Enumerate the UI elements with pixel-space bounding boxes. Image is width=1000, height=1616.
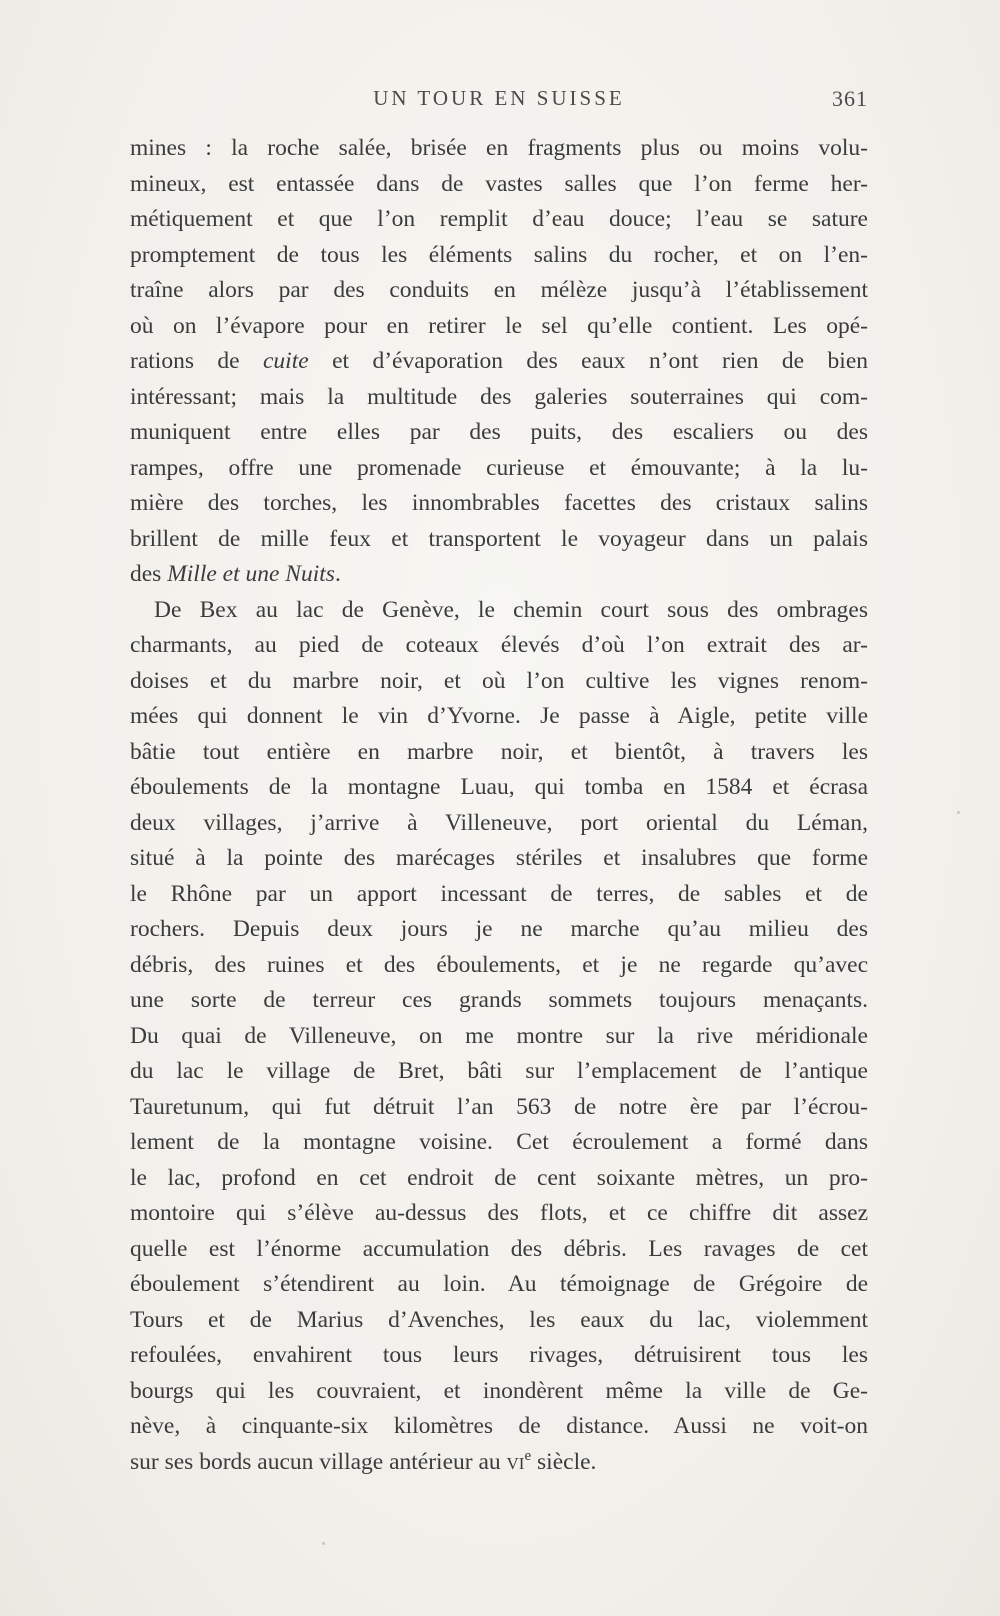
text-line: charmants, au pied de coteaux élevés d’où l’on extrait des ar- — [130, 632, 868, 658]
page-number: 361 — [832, 86, 868, 111]
text-line: montoire qui s’élève au-dessus des flots, et ce chiffre dit assez — [130, 1200, 868, 1226]
text-run: des — [130, 561, 168, 587]
text-line — [130, 344, 868, 380]
text-line: le lac, profond en cet endroit de cent soixante mètres, un pro- — [130, 1164, 868, 1191]
paper-speck — [957, 811, 960, 814]
text-line — [130, 1445, 868, 1481]
text-line: bâtie tout entière en marbre noir, et bientôt, à travers les — [130, 738, 868, 765]
text-line: rochers. Depuis deux jours je ne marche qu’au milieu des — [130, 916, 868, 942]
body-text — [130, 131, 868, 1480]
text-line: doises et du marbre noir, et où l’on cultive les vignes renom- — [130, 667, 868, 694]
text-line: éboulements de la montagne Luau, qui tomba en 1584 et écrasa — [130, 774, 868, 800]
text-line: mière des torches, les innombrables facettes des cristaux salins — [130, 490, 868, 516]
text-line: muniquent entre elles par des puits, des escaliers ou des — [130, 419, 868, 445]
text-line: Du quai de Villeneuve, on me montre sur la rive méridionale — [130, 1022, 868, 1049]
text-line: mineux, est entassée dans de vastes salles que l’on ferme her- — [130, 170, 868, 197]
text-line: une sorte de terreur ces grands sommets toujours menaçants. — [130, 987, 868, 1013]
text-line: rampes, offre une promenade curieuse et émouvante; à la lu- — [130, 454, 868, 481]
text-line: refoulées, envahirent tous leurs rivages, détruisirent tous les — [130, 1342, 868, 1368]
text-line: où on l’évapore pour en retirer le sel qu’elle contient. Les opé- — [130, 312, 868, 339]
text-line: débris, des ruines et des éboulements, et je ne regarde qu’avec — [130, 951, 868, 978]
text-line: métiquement et que l’on remplit d’eau douce; l’eau se sature — [130, 206, 868, 232]
italic-text: cuite — [263, 348, 309, 374]
text-line: nève, à cinquante-six kilomètres de distance. Aussi ne voit-on — [130, 1413, 868, 1439]
roman-numeral: VI — [506, 1453, 525, 1473]
text-line: lement de la montagne voisine. Cet écroulement a formé dans — [130, 1129, 868, 1155]
text-line: mées qui donnent le vin d’Yvorne. Je passe à Aigle, petite ville — [130, 703, 868, 729]
text-run: rations de — [130, 348, 263, 374]
text-line: Tauretunum, qui fut détruit l’an 563 de notre ère par l’écrou- — [130, 1093, 868, 1120]
running-title: UN TOUR EN SUISSE — [373, 86, 625, 110]
text-line: traîne alors par des conduits en mélèze jusqu’à l’établissement — [130, 277, 868, 303]
text-run: et d’évaporation des eaux n’ont rien de bien — [308, 348, 868, 374]
text-line: éboulement s’étendirent au loin. Au témoignage de Grégoire de — [130, 1271, 868, 1297]
text-line: situé à la pointe des marécages stériles et insalubres que forme — [130, 845, 868, 871]
italic-text: Mille et une Nuits — [167, 561, 335, 587]
text-line: le Rhône par un apport incessant de terres, de sables et de — [130, 880, 868, 907]
running-head — [130, 86, 868, 116]
text-line: intéressant; mais la multitude des galeries souterraines qui com- — [130, 383, 868, 410]
text-run: sur ses bords aucun village antérieur au — [130, 1448, 507, 1475]
text-run: siècle. — [531, 1448, 597, 1475]
text-line: du lac le village de Bret, bâti sur l’emplacement de l’antique — [130, 1058, 868, 1084]
text-line: deux villages, j’arrive à Villeneuve, port oriental du Léman, — [130, 809, 868, 836]
text-line: promptement de tous les éléments salins du rocher, et on l’en- — [130, 241, 868, 268]
text-line: mines : la roche salée, brisée en fragments plus ou moins volu- — [130, 135, 868, 161]
text-line: quelle est l’énorme accumulation des débris. Les ravages de cet — [130, 1235, 868, 1262]
text-line: De Bex au lac de Genève, le chemin court sous des ombrages — [154, 596, 868, 623]
text-line: bourgs qui les couvraient, et inondèrent même la ville de Ge- — [130, 1377, 868, 1404]
text-line — [130, 557, 868, 593]
text-line: Tours et de Marius d’Avenches, les eaux du lac, violemment — [130, 1306, 868, 1333]
text-line: brillent de mille feux et transportent le voyageur dans un palais — [130, 525, 868, 552]
superscript: e — [524, 1447, 532, 1464]
text-run: . — [334, 561, 341, 587]
paper-speck — [322, 1542, 325, 1545]
